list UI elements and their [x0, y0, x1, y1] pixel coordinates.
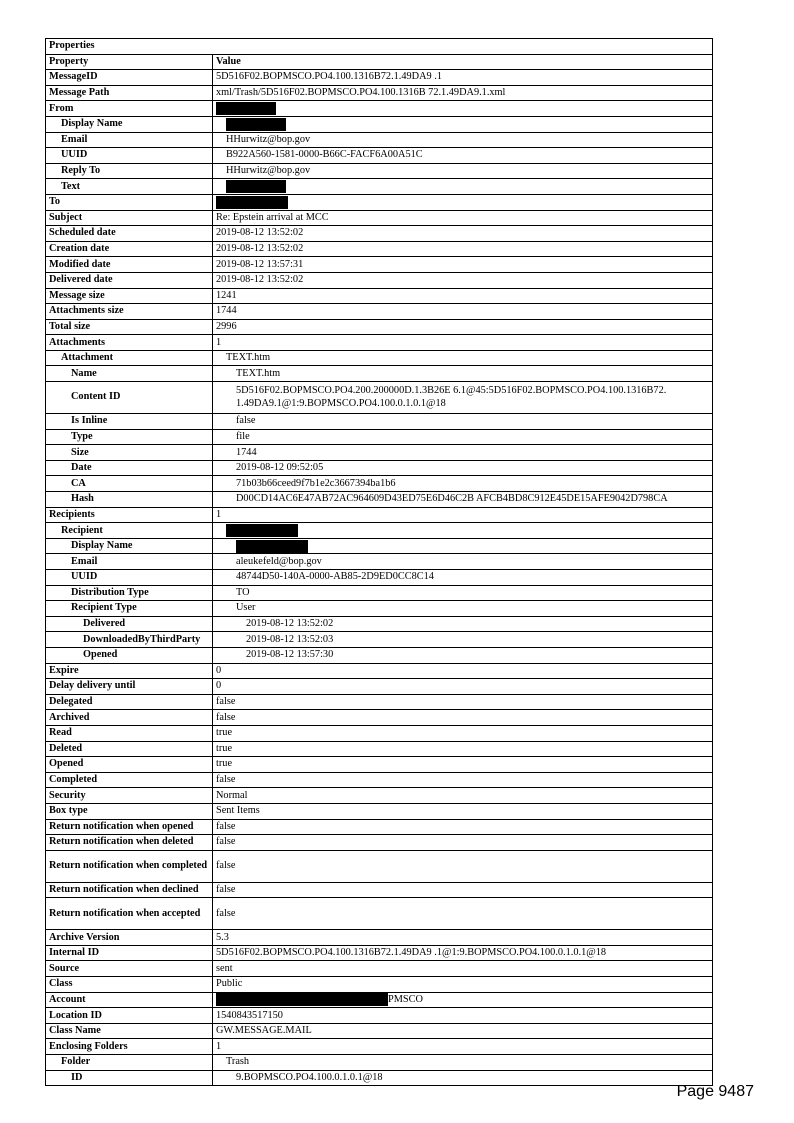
property-value: aleukefeld@bop.gov — [213, 554, 713, 570]
property-name: Archived — [46, 710, 213, 726]
property-name: Hash — [46, 492, 213, 508]
table-row — [46, 898, 713, 930]
property-value: User — [213, 601, 713, 617]
property-name: Source — [46, 961, 213, 977]
property-name: Completed — [46, 772, 213, 788]
table-row — [46, 445, 713, 461]
property-value: 1 — [213, 507, 713, 523]
table-row — [46, 460, 713, 476]
property-name: Date — [46, 460, 213, 476]
table-row — [46, 85, 713, 101]
property-name: Size — [46, 445, 213, 461]
property-name: Return notification when accepted — [46, 898, 213, 930]
property-name: Recipient — [46, 523, 213, 539]
property-value: TEXT.htm — [213, 366, 713, 382]
table-row — [46, 741, 713, 757]
table-row — [46, 163, 713, 179]
property-name: Recipient Type — [46, 601, 213, 617]
table-row — [46, 523, 713, 539]
property-name: UUID — [46, 148, 213, 164]
property-name: Expire — [46, 663, 213, 679]
property-name: Modified date — [46, 257, 213, 273]
property-value: TO — [213, 585, 713, 601]
property-name: Archive Version — [46, 930, 213, 946]
property-name: Email — [46, 554, 213, 570]
table-row — [46, 335, 713, 351]
table-row — [46, 1023, 713, 1039]
table-row — [46, 554, 713, 570]
property-value: 1540843517150 — [213, 1008, 713, 1024]
property-name: Distribution Type — [46, 585, 213, 601]
property-name: Read — [46, 725, 213, 741]
table-row — [46, 725, 713, 741]
table-row — [46, 366, 713, 382]
property-value: Trash — [213, 1055, 713, 1071]
table-row — [46, 788, 713, 804]
property-value: 2019-08-12 09:52:05 — [213, 460, 713, 476]
table-row — [46, 226, 713, 242]
property-value: false — [213, 850, 713, 882]
table-row — [46, 585, 713, 601]
table-row — [46, 992, 713, 1008]
property-value: 5D516F02.BOPMSCO.PO4.100.1316B72.1.49DA9 .1 — [213, 70, 713, 86]
property-value: 0 — [213, 679, 713, 695]
property-name: CA — [46, 476, 213, 492]
property-name: Display Name — [46, 116, 213, 132]
property-value: 0 — [213, 663, 713, 679]
table-row — [46, 194, 713, 210]
property-name: Text — [46, 179, 213, 195]
table-row — [46, 319, 713, 335]
table-row — [46, 507, 713, 523]
property-value: false — [213, 414, 713, 430]
property-name: Delegated — [46, 694, 213, 710]
property-value: file — [213, 429, 713, 445]
property-name: Return notification when declined — [46, 882, 213, 898]
table-row — [46, 414, 713, 430]
property-value — [213, 194, 713, 210]
property-name: DownloadedByThirdParty — [46, 632, 213, 648]
property-value: true — [213, 757, 713, 773]
header-value: Value — [213, 54, 713, 70]
redaction-block — [216, 993, 388, 1006]
property-name: Type — [46, 429, 213, 445]
property-name: UUID — [46, 570, 213, 586]
property-value: 1 — [213, 1039, 713, 1055]
property-value: 1 — [213, 335, 713, 351]
property-name: Attachment — [46, 350, 213, 366]
table-row — [46, 538, 713, 554]
property-value — [213, 179, 713, 195]
property-value: GW.MESSAGE.MAIL — [213, 1023, 713, 1039]
property-name: Content ID — [46, 382, 213, 414]
property-value: false — [213, 694, 713, 710]
table-row — [46, 803, 713, 819]
property-value: 2019-08-12 13:52:03 — [213, 632, 713, 648]
table-row — [46, 350, 713, 366]
property-value: true — [213, 725, 713, 741]
table-row — [46, 930, 713, 946]
property-value: 5D516F02.BOPMSCO.PO4.100.1316B72.1.49DA9 .1@1:9.BOPMSCO.PO4.100.0.1.0.1@18 — [213, 945, 713, 961]
property-value: 2996 — [213, 319, 713, 335]
property-value: HHurwitz@bop.gov — [213, 132, 713, 148]
table-row — [46, 977, 713, 993]
property-value: 71b03b66ceed9f7b1e2c3667394ba1b6 — [213, 476, 713, 492]
property-value: true — [213, 741, 713, 757]
redaction-block — [226, 180, 286, 193]
property-value: HHurwitz@bop.gov — [213, 163, 713, 179]
table-row — [46, 663, 713, 679]
table-row — [46, 148, 713, 164]
redaction-block — [216, 196, 288, 209]
table-row — [46, 772, 713, 788]
table-row — [46, 961, 713, 977]
property-value: xml/Trash/5D516F02.BOPMSCO.PO4.100.1316B 72.1.49DA9.1.xml — [213, 85, 713, 101]
property-value: 1241 — [213, 288, 713, 304]
table-title: Properties — [46, 39, 713, 55]
table-row — [46, 210, 713, 226]
table-row — [46, 616, 713, 632]
property-name: Is Inline — [46, 414, 213, 430]
property-value: Normal — [213, 788, 713, 804]
table-row — [46, 647, 713, 663]
table-row — [46, 179, 713, 195]
property-name: Recipients — [46, 507, 213, 523]
property-value: false — [213, 772, 713, 788]
property-value: sent — [213, 961, 713, 977]
property-value — [213, 116, 713, 132]
property-name: Attachments size — [46, 304, 213, 320]
property-name: Enclosing Folders — [46, 1039, 213, 1055]
property-value: TEXT.htm — [213, 350, 713, 366]
property-name: Name — [46, 366, 213, 382]
properties-table — [45, 38, 713, 1086]
property-value: Sent Items — [213, 803, 713, 819]
table-row — [46, 835, 713, 851]
table-row — [46, 382, 713, 414]
property-value — [213, 101, 713, 117]
property-name: Scheduled date — [46, 226, 213, 242]
property-name: Total size — [46, 319, 213, 335]
redaction-block — [226, 524, 298, 537]
table-row — [46, 492, 713, 508]
table-row — [46, 101, 713, 117]
property-value: 2019-08-12 13:52:02 — [213, 226, 713, 242]
redaction-block — [236, 540, 308, 553]
property-value: 5D516F02.BOPMSCO.PO4.200.200000D.1.3B26E 6.1@45:5D516F02.BOPMSCO.PO4.100.1316B72. 1.49DA9.1@1:9.BOPMSCO.PO4.100.0.1.0.1@18 — [213, 382, 713, 414]
table-row — [46, 116, 713, 132]
property-name: Attachments — [46, 335, 213, 351]
property-value — [213, 523, 713, 539]
property-name: Reply To — [46, 163, 213, 179]
property-value: false — [213, 835, 713, 851]
header-property: Property — [46, 54, 213, 70]
table-row — [46, 272, 713, 288]
table-row — [46, 710, 713, 726]
property-name: Return notification when opened — [46, 819, 213, 835]
property-value: false — [213, 710, 713, 726]
table-row — [46, 1055, 713, 1071]
table-row — [46, 1039, 713, 1055]
property-name: Opened — [46, 757, 213, 773]
property-name: Email — [46, 132, 213, 148]
property-name: Message size — [46, 288, 213, 304]
property-value: 2019-08-12 13:57:31 — [213, 257, 713, 273]
property-value: false — [213, 882, 713, 898]
property-value: D00CD14AC6E47AB72AC964609D43ED75E6D46C2B AFCB4BD8C912E45DE15AFE9042D798CA — [213, 492, 713, 508]
property-name: Opened — [46, 647, 213, 663]
table-row — [46, 601, 713, 617]
table-row — [46, 257, 713, 273]
property-value: false — [213, 819, 713, 835]
property-name: Delivered — [46, 616, 213, 632]
table-row — [46, 570, 713, 586]
property-name: Display Name — [46, 538, 213, 554]
property-value: B922A560-1581-0000-B66C-FACF6A00A51C — [213, 148, 713, 164]
property-value: 2019-08-12 13:52:02 — [213, 616, 713, 632]
property-name: ID — [46, 1070, 213, 1086]
table-row — [46, 850, 713, 882]
property-value — [213, 538, 713, 554]
property-name: To — [46, 194, 213, 210]
table-row — [46, 241, 713, 257]
property-name: Return notification when completed — [46, 850, 213, 882]
property-name: Return notification when deleted — [46, 835, 213, 851]
table-row — [46, 945, 713, 961]
table-row — [46, 288, 713, 304]
property-name: Delay delivery until — [46, 679, 213, 695]
table-header-row — [46, 54, 713, 70]
property-value: 48744D50-140A-0000-AB85-2D9ED0CC8C14 — [213, 570, 713, 586]
property-name: Creation date — [46, 241, 213, 257]
property-value: 2019-08-12 13:52:02 — [213, 272, 713, 288]
redaction-block — [226, 118, 286, 131]
property-value: 2019-08-12 13:52:02 — [213, 241, 713, 257]
property-name: Delivered date — [46, 272, 213, 288]
property-name: Class Name — [46, 1023, 213, 1039]
property-value — [213, 992, 713, 1008]
table-row — [46, 304, 713, 320]
redaction-block — [216, 102, 276, 115]
page-number: Page 9487 — [676, 1083, 754, 1100]
table-row — [46, 429, 713, 445]
table-row — [46, 1008, 713, 1024]
property-value: Re: Epstein arrival at MCC — [213, 210, 713, 226]
property-value: false — [213, 898, 713, 930]
table-title-row — [46, 39, 713, 55]
property-name: Folder — [46, 1055, 213, 1071]
property-value: 5.3 — [213, 930, 713, 946]
property-name: MessageID — [46, 70, 213, 86]
table-row — [46, 819, 713, 835]
table-row — [46, 679, 713, 695]
property-name: Security — [46, 788, 213, 804]
property-name: Box type — [46, 803, 213, 819]
property-value: Public — [213, 977, 713, 993]
property-value: 9.BOPMSCO.PO4.100.0.1.0.1@18 — [213, 1070, 713, 1086]
property-value: 2019-08-12 13:57:30 — [213, 647, 713, 663]
table-row — [46, 1070, 713, 1086]
property-name: Class — [46, 977, 213, 993]
property-name: Deleted — [46, 741, 213, 757]
property-name: Account — [46, 992, 213, 1008]
value-text: PMSCO — [388, 994, 423, 1006]
table-row — [46, 70, 713, 86]
property-name: From — [46, 101, 213, 117]
table-row — [46, 694, 713, 710]
property-value: 1744 — [213, 304, 713, 320]
table-row — [46, 132, 713, 148]
property-value: 1744 — [213, 445, 713, 461]
table-row — [46, 757, 713, 773]
property-name: Message Path — [46, 85, 213, 101]
property-name: Subject — [46, 210, 213, 226]
table-row — [46, 632, 713, 648]
property-name: Location ID — [46, 1008, 213, 1024]
table-row — [46, 476, 713, 492]
property-name: Internal ID — [46, 945, 213, 961]
table-row — [46, 882, 713, 898]
